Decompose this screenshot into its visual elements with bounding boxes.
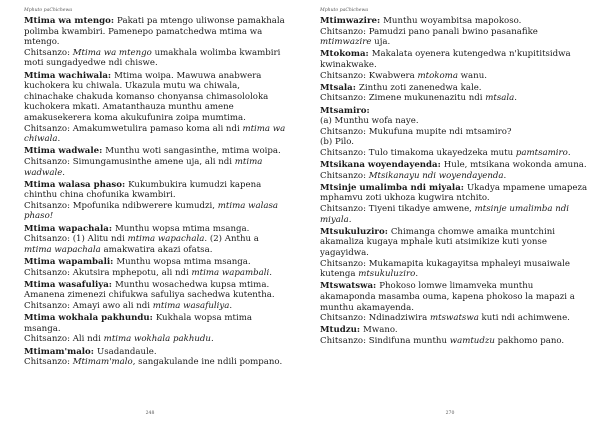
dictionary-entry <box>24 71 288 145</box>
entry-text: . <box>210 334 214 345</box>
entry-text: Zinthu zoti zanenedwa kale. <box>358 82 482 93</box>
dictionary-entry <box>24 180 288 222</box>
entry-italic-term: mtima wapachala <box>24 244 101 255</box>
entry-text: . <box>57 134 61 145</box>
entry-text: Mwano. <box>363 325 398 336</box>
entry-italic-term: mtswatswa <box>429 313 479 324</box>
entry-headword: Mtswatswa: <box>320 281 380 292</box>
entry-text: (b) Pilo. <box>320 137 354 148</box>
entry-italic-term: Mtimam'malo <box>72 357 133 368</box>
dictionary-entry <box>320 227 588 280</box>
entry-headword: Mtima wachiwala: <box>24 70 115 81</box>
entry-italic-term: mtimwazire <box>320 37 372 48</box>
entry-headword: Mtsala: <box>320 82 359 93</box>
entry-italic-term: mtima walasa phaso! <box>24 200 279 222</box>
entry-text: Chimanga chomwe amaika muntchini akamaliza kugaya mphale kuti atsimikize kuti yonse yagayidwa. <box>320 226 555 259</box>
entry-text: Chitsanzo: Kwabwera <box>320 70 418 81</box>
entry-text: Makalata oyenera kutengedwa n'kupititsidwa kwinakwake. <box>320 49 571 70</box>
entry-text: Usadandaule. <box>96 346 157 357</box>
entry-text: Chitsanzo: <box>24 47 73 58</box>
entry-italic-term: mtima wapambali <box>191 267 270 278</box>
dictionary-entry <box>24 257 288 278</box>
entry-text: . <box>567 147 571 158</box>
entry-headword: Mtima wa mtengo: <box>24 16 118 26</box>
entry-text: Munthu wopsa mtima msanga. <box>115 223 250 234</box>
entry-italic-term: mtsala <box>485 93 515 104</box>
entry-text: . <box>62 167 66 178</box>
dictionary-entry <box>24 313 288 345</box>
dictionary-entry <box>320 325 588 346</box>
dictionary-entry <box>24 146 288 178</box>
entry-headword: Mtima wapachala: <box>24 223 115 234</box>
entry-text: Chitsanzo: Pamudzi pano panali bwino pasanafike <box>320 26 538 37</box>
entry-text: Chitsanzo: Amakumwetulira pamaso koma ali ndi <box>24 123 243 134</box>
entry-headword: Mtudzu: <box>320 325 364 336</box>
entry-italic-term: Mtima wa mtengo <box>72 47 152 58</box>
entry-text: Chitsanzo: Ali ndi <box>24 334 104 345</box>
entry-text: Kukumbukira kumudzi kapena chinthu china chofunika kwambiri. <box>24 179 262 201</box>
entry-text: Phokoso lomwe limamveka munthu akamaponda masamba ouma, kapena phokoso la mapazi a munthu akamayenda. <box>320 281 575 313</box>
entry-text: . <box>348 214 352 225</box>
running-head-right: Mphuto paChichewa <box>320 8 369 13</box>
entry-text: umakhala wolimba kwambiri moti sungadyedwe ndi chiswe. <box>24 47 281 69</box>
dictionary-entry <box>24 16 288 69</box>
entry-text: Chitsanzo: Akutsira mphepotu, ali ndi <box>24 267 192 278</box>
entry-headword: Mtimam'malo: <box>24 346 97 357</box>
left-entries <box>24 16 288 368</box>
entry-text: . <box>415 269 419 280</box>
entry-italic-term: mtima wasafuliya <box>152 301 230 311</box>
entry-headword: Mtsamiro: <box>320 105 370 116</box>
entry-italic-term: mtsukuluziro <box>358 269 416 280</box>
entry-headword: Mtimwazire: <box>320 16 384 26</box>
entry-italic-term: mtima wadwale <box>24 156 263 178</box>
entry-headword: Mtokoma: <box>320 49 372 60</box>
right-page-number: 270 <box>445 411 455 416</box>
entry-text: Chitsanzo: <box>320 170 369 181</box>
entry-italic-term: mtima wa chiwala <box>24 123 286 145</box>
entry-text: Munthu wopsa mtima msanga. <box>116 257 251 268</box>
entry-text: kuti ndi achimwene. <box>478 313 570 324</box>
entry-italic-term: mtsinje umalimba ndi miyala <box>320 204 570 225</box>
dictionary-entry <box>320 106 588 159</box>
entry-italic-term: Mtsikanayu ndi woyendayenda <box>368 170 504 181</box>
entry-text: Pakati pa mtengo uliwonse pamakhala polimba kwambiri. Pamenepo pamatchedwa mtima wa mtengo. <box>24 16 285 48</box>
dictionary-entry <box>24 224 288 256</box>
entry-text: Ukadya mpamene umapeza mphamvu zoti ukhoza kugwira ntchito. <box>320 182 588 204</box>
dictionary-entry <box>320 49 588 81</box>
right-entries <box>320 16 588 347</box>
entry-text: . <box>229 301 233 311</box>
entry-text: Hule, mtsikana wokonda amuna. <box>443 160 587 171</box>
dictionary-entry <box>320 16 588 48</box>
entry-text: , sangakulande ine ndili pompano. <box>132 357 283 368</box>
entry-text: (a) Munthu wofa naye. <box>320 116 419 127</box>
entry-text: Chitsanzo: Mukufuna mupite ndi mtsamiro? <box>320 126 512 137</box>
dictionary-entry <box>320 160 588 181</box>
entry-text: Chitsanzo: Ndinadziwira <box>320 313 430 324</box>
entry-text: Chitsanzo: Sindifuna munthu <box>320 335 450 346</box>
entry-text: Chitsanzo: Tiyeni tikadye amwene, <box>320 204 475 215</box>
entry-text: Chitsanzo: Mukamapita kukagayitsa mphaleyi musaiwale kutenga <box>320 258 570 280</box>
entry-text: Chitsanzo: Tulo timakoma ukayedzeka mutu <box>320 147 516 158</box>
entry-headword: Mtsukuluziro: <box>320 226 391 237</box>
entry-text: Chitsanzo: <box>24 357 73 368</box>
right-page <box>300 0 600 424</box>
entry-italic-term: wamtudzu <box>449 335 495 346</box>
entry-text: pakhomo pano. <box>494 335 565 346</box>
entry-text: Chitsanzo: (1) Alitu ndi <box>24 234 128 245</box>
entry-headword: Mtima wadwale: <box>24 146 106 157</box>
entry-text: Munthu woti sangasinthe, mtima woipa. <box>105 146 281 157</box>
entry-headword: Mtima wokhala pakhundu: <box>24 313 156 324</box>
entry-headword: Mtima wasafuliya: <box>24 279 115 290</box>
entry-headword: Mtsikana woyendayenda: <box>320 160 444 171</box>
entry-headword: Mtima wapambali: <box>24 257 117 268</box>
entry-text: Chitsanzo: Amayi awo ali ndi <box>24 301 153 311</box>
entry-text: amakwatira akazi ofatsa. <box>100 244 213 255</box>
entry-text: . <box>269 267 272 278</box>
entry-text: . <box>503 170 507 181</box>
entry-italic-term: mtima wokhala pakhudu <box>103 334 211 345</box>
entry-headword: Mtima walasa phaso: <box>24 179 129 190</box>
entry-text: Mtima woipa. Mawuwa anabwera kuchokera ku chiwala. Ukazula mutu wa chiwala, chinachake chakuda komanso chonyansa chimasololoka kuchokera mkati. Amatanthauza munthu amene amakusekerera koma akukufunira zoipa mumtima. <box>24 70 269 123</box>
entry-text: uja. <box>371 37 391 48</box>
entry-headword: Mtsinje umalimba ndi miyala: <box>320 182 467 193</box>
dictionary-entry <box>320 281 588 323</box>
entry-text: . (2) Anthu a <box>204 234 259 245</box>
dictionary-entry <box>24 280 288 312</box>
entry-text: Chitsanzo: Simungamusinthe amene uja, ali ndi <box>24 156 235 167</box>
entry-text: Kukhala wopsa mtima msanga. <box>24 313 252 334</box>
entry-text: . <box>514 93 517 104</box>
dictionary-entry <box>24 347 288 368</box>
dictionary-entry <box>320 83 588 104</box>
entry-text: Munthu wosachedwa kupsa mtima. Amanena zimenezi chifukwa safuliya sachedwa kutentha. <box>24 279 275 301</box>
running-head-left: Mphuto paChichewa <box>24 8 73 13</box>
entry-text: Chitsanzo: Zimene mukunenazitu ndi <box>320 93 486 104</box>
left-page-number: 248 <box>145 411 155 416</box>
entry-text: wanu. <box>457 70 487 81</box>
dictionary-entry <box>320 183 588 225</box>
entry-italic-term: pamtsamiro <box>515 147 568 158</box>
entry-text: Munthu woyambitsa mapokoso. <box>383 16 522 26</box>
entry-italic-term: mtima wapachala <box>127 234 205 245</box>
entry-text: Chitsanzo: Mpofunika ndibwerere kumudzi, <box>24 200 218 211</box>
entry-italic-term: mtokoma <box>417 70 458 81</box>
